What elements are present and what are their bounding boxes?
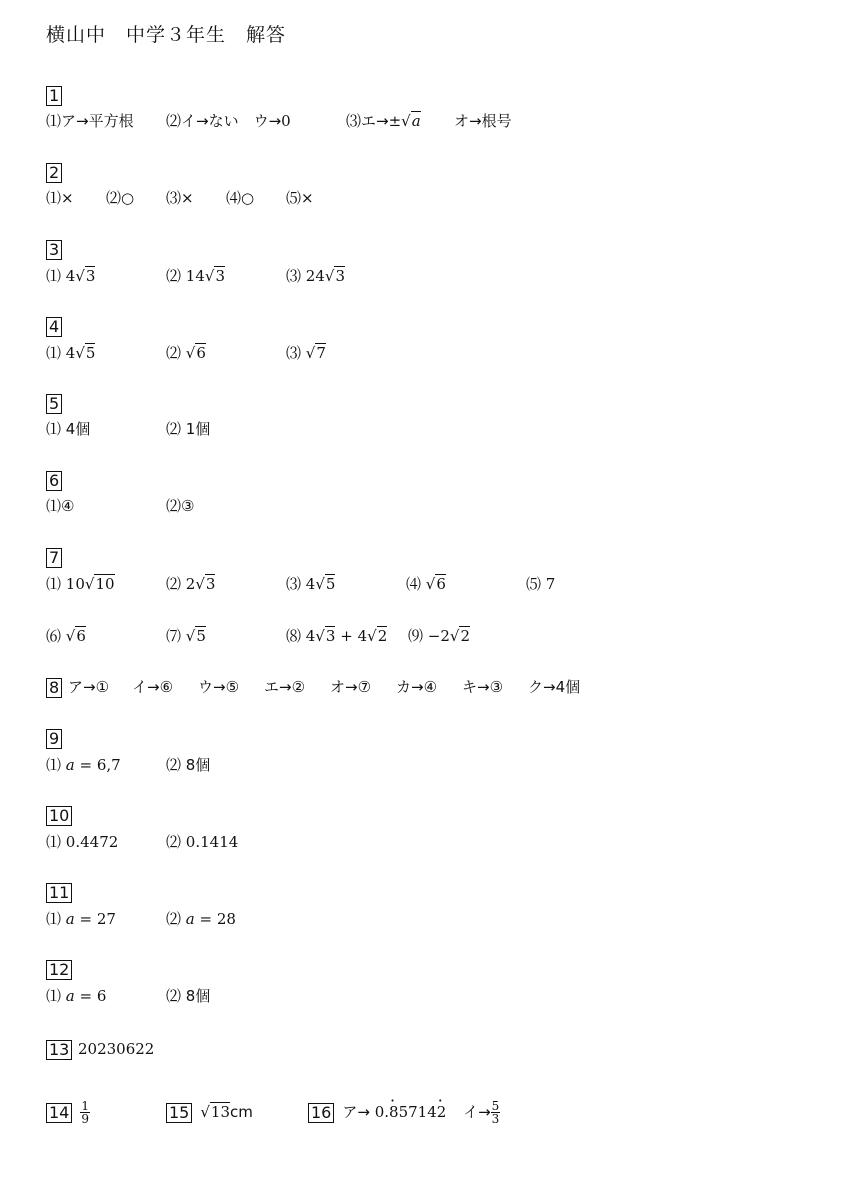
answer-1-2: ⑵イ→ない ウ→0 [166,112,291,130]
problem-number-14: 14 [46,1103,72,1123]
answer-7-3: ⑶ 4√5 [286,575,336,593]
answer-8-5: オ→⑦ [330,678,372,696]
answer-7-6: ⑹ √6 [46,627,86,645]
answer-3-3: ⑶ 24√3 [286,267,345,285]
answer-4-2: ⑵ √6 [166,344,206,362]
problem-number-5: 5 [46,394,62,414]
answer-8-3: ウ→⑤ [198,678,240,696]
problem-number-7: 7 [46,548,62,568]
answer-8-8: ク→4個 [528,678,581,696]
answer-1-1: ⑴ア→平方根 [46,112,134,130]
answer-11-2: ⑵ a = 28 [166,910,236,928]
answer-7-8: ⑻ 4√3 + 4√2 [286,627,388,645]
answer-16-2-label: イ→ [463,1103,491,1121]
answer-7-7: ⑺ √5 [166,627,206,645]
problem-number-8: 8 [46,678,62,698]
answer-16-1-label: ア→ [342,1103,370,1121]
problem-number-4: 4 [46,317,62,337]
answer-7-1: ⑴ 10√10 [46,575,115,593]
answer-1-4: オ→根号 [454,112,512,130]
unit-15: cm [230,1103,253,1121]
answer-7-5: ⑸ 7 [526,575,556,593]
answer-2-4: ⑷○ [226,189,255,207]
answer-3-2: ⑵ 14√3 [166,267,225,285]
answer-7-9: ⑼ −2√2 [408,627,471,645]
repeating-decimal-16: 0.· 85714· 2 [375,1103,447,1121]
answer-2-1: ⑴× [46,189,74,207]
answer-6-1: ⑴④ [46,497,75,515]
answer-4-1: ⑴ 4√5 [46,344,96,362]
answer-11-1: ⑴ a = 27 [46,910,116,928]
answer-8-6: カ→④ [396,678,438,696]
answer-9-1: ⑴ a = 6,7 [46,756,121,774]
answer-13: 20230622 [78,1040,155,1058]
page-title: 横山中 中学３年生 解答 [46,24,287,46]
answer-2-3: ⑶× [166,189,194,207]
answer-row-16 [308,1100,500,1124]
answer-12-2: ⑵ 8個 [166,987,211,1005]
problem-number-13: 13 [46,1040,72,1060]
answer-8-7: キ→③ [462,678,504,696]
answer-10-2: ⑵ 0.1414 [166,833,239,851]
answer-2-5: ⑸× [286,189,314,207]
answer-10-1: ⑴ 0.4472 [46,833,119,851]
answer-8-4: エ→② [264,678,306,696]
problem-number-2: 2 [46,163,62,183]
answer-6-2: ⑵③ [166,497,195,515]
fraction-14: $\frac{1}{9}$ [81,1099,89,1126]
problem-number-11: 11 [46,883,72,903]
fraction-16: $\frac{5}{3}$ [491,1099,500,1126]
problem-number-10: 10 [46,806,72,826]
answer-8-1: ア→① [68,678,110,696]
answer-5-2: ⑵ 1個 [166,420,211,438]
answer-5-1: ⑴ 4個 [46,420,91,438]
answer-7-4: ⑷ √6 [406,575,446,593]
problem-number-15: 15 [166,1103,192,1123]
answer-12-1: ⑴ a = 6 [46,987,107,1005]
answer-1-3: ⑶エ→±√a [346,112,421,130]
problem-number-9: 9 [46,729,62,749]
answer-row-14 [46,1100,90,1124]
answer-4-3: ⑶ √7 [286,344,326,362]
answer-9-2: ⑵ 8個 [166,756,211,774]
problem-number-6: 6 [46,471,62,491]
answer-row-15 [166,1100,253,1124]
answer-7-2: ⑵ 2√3 [166,575,216,593]
problem-number-1: 1 [46,86,62,106]
problem-number-16: 16 [308,1103,334,1123]
problem-number-12: 12 [46,960,72,980]
radical-15: √13 [200,1103,231,1121]
answer-2-2: ⑵○ [106,189,135,207]
problem-number-3: 3 [46,240,62,260]
answer-8-2: イ→⑥ [132,678,174,696]
answer-3-1: ⑴ 4√3 [46,267,96,285]
